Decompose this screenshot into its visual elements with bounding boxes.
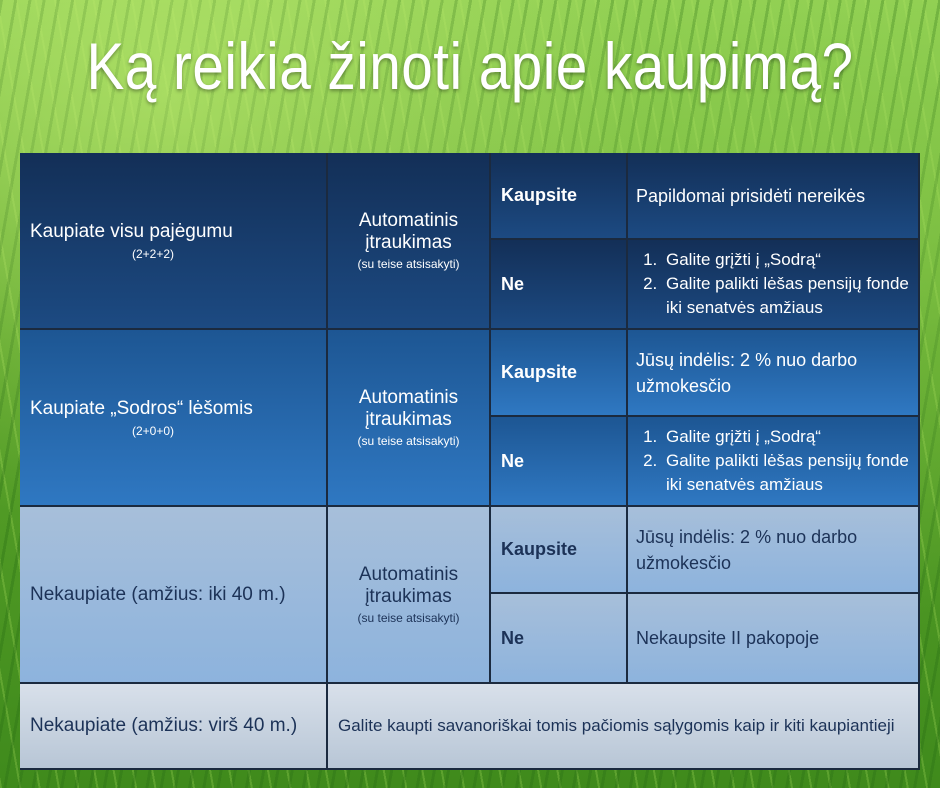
- row-label-sodra-funds: [20, 330, 328, 507]
- yes-description-cell: [628, 507, 920, 594]
- enroll-note: (su teise atsisakyti): [357, 434, 460, 448]
- no-options-list: [628, 248, 918, 320]
- enroll-cell: [328, 330, 491, 507]
- pension-info-table: [20, 153, 920, 770]
- answer-no: Ne: [501, 273, 525, 294]
- answer-no-cell: [491, 417, 628, 507]
- row-label-full-capacity: [20, 153, 328, 330]
- row-sublabel: (2+0+0): [131, 423, 175, 438]
- voluntary-description: Galite kaupti savanoriškai tomis pačiomis sąlygomis kaip ir kiti kaupiantieji: [338, 716, 895, 735]
- answer-yes: Kaupsite: [501, 539, 578, 559]
- voluntary-description-cell: [328, 684, 920, 770]
- answer-yes-cell: [491, 153, 628, 240]
- list-item: 1. Galite grįžti į „Sodrą“: [662, 248, 918, 272]
- list-item: 2. Galite palikti lėšas pensijų fonde iki senatvės amžiaus: [662, 449, 918, 497]
- row-label-text: Kaupiate visu pajėgumu: [30, 220, 233, 242]
- enroll-note: (su teise atsisakyti): [357, 257, 460, 271]
- answer-yes: Kaupsite: [501, 362, 578, 382]
- yes-description-cell: [628, 153, 920, 240]
- row-label-not-saving-under-40: [20, 507, 328, 684]
- answer-no-cell: [491, 240, 628, 330]
- enroll-text: Automatinis įtraukimas: [358, 210, 459, 253]
- answer-yes-cell: [491, 507, 628, 594]
- page-title: Ką reikia žinoti apie kaupimą?: [86, 29, 854, 103]
- no-options-cell: [628, 240, 920, 330]
- no-description-cell: [628, 594, 920, 684]
- answer-no-cell: [491, 594, 628, 684]
- enroll-note: (su teise atsisakyti): [357, 611, 460, 625]
- answer-no: Ne: [501, 627, 525, 648]
- list-item: 1. Galite grįžti į „Sodrą“: [662, 425, 918, 449]
- yes-description: Jūsų indėlis: 2 % nuo darbo užmokesčio: [636, 349, 858, 396]
- row-sublabel: (2+2+2): [131, 246, 175, 261]
- enroll-text: Automatinis įtraukimas: [358, 564, 459, 607]
- answer-no: Ne: [501, 450, 525, 471]
- yes-description: Papildomai prisidėti nereikės: [636, 185, 866, 206]
- list-item: 2. Galite palikti lėšas pensijų fonde iki senatvės amžiaus: [662, 272, 918, 320]
- enroll-cell: [328, 507, 491, 684]
- yes-description: Jūsų indėlis: 2 % nuo darbo užmokesčio: [636, 526, 858, 573]
- row-label-text: Kaupiate „Sodros“ lėšomis: [30, 397, 253, 419]
- row-label-text: Nekaupiate (amžius: iki 40 m.): [30, 583, 286, 605]
- yes-description-cell: [628, 330, 920, 417]
- no-options-list: [628, 425, 918, 497]
- answer-yes: Kaupsite: [501, 185, 578, 205]
- no-options-cell: [628, 417, 920, 507]
- row-label-not-saving-over-40: [20, 684, 328, 770]
- enroll-cell: [328, 153, 491, 330]
- enroll-text: Automatinis įtraukimas: [358, 387, 459, 430]
- row-label-text: Nekaupiate (amžius: virš 40 m.): [30, 715, 298, 736]
- answer-yes-cell: [491, 330, 628, 417]
- no-description: Nekaupsite II pakopoje: [636, 628, 820, 648]
